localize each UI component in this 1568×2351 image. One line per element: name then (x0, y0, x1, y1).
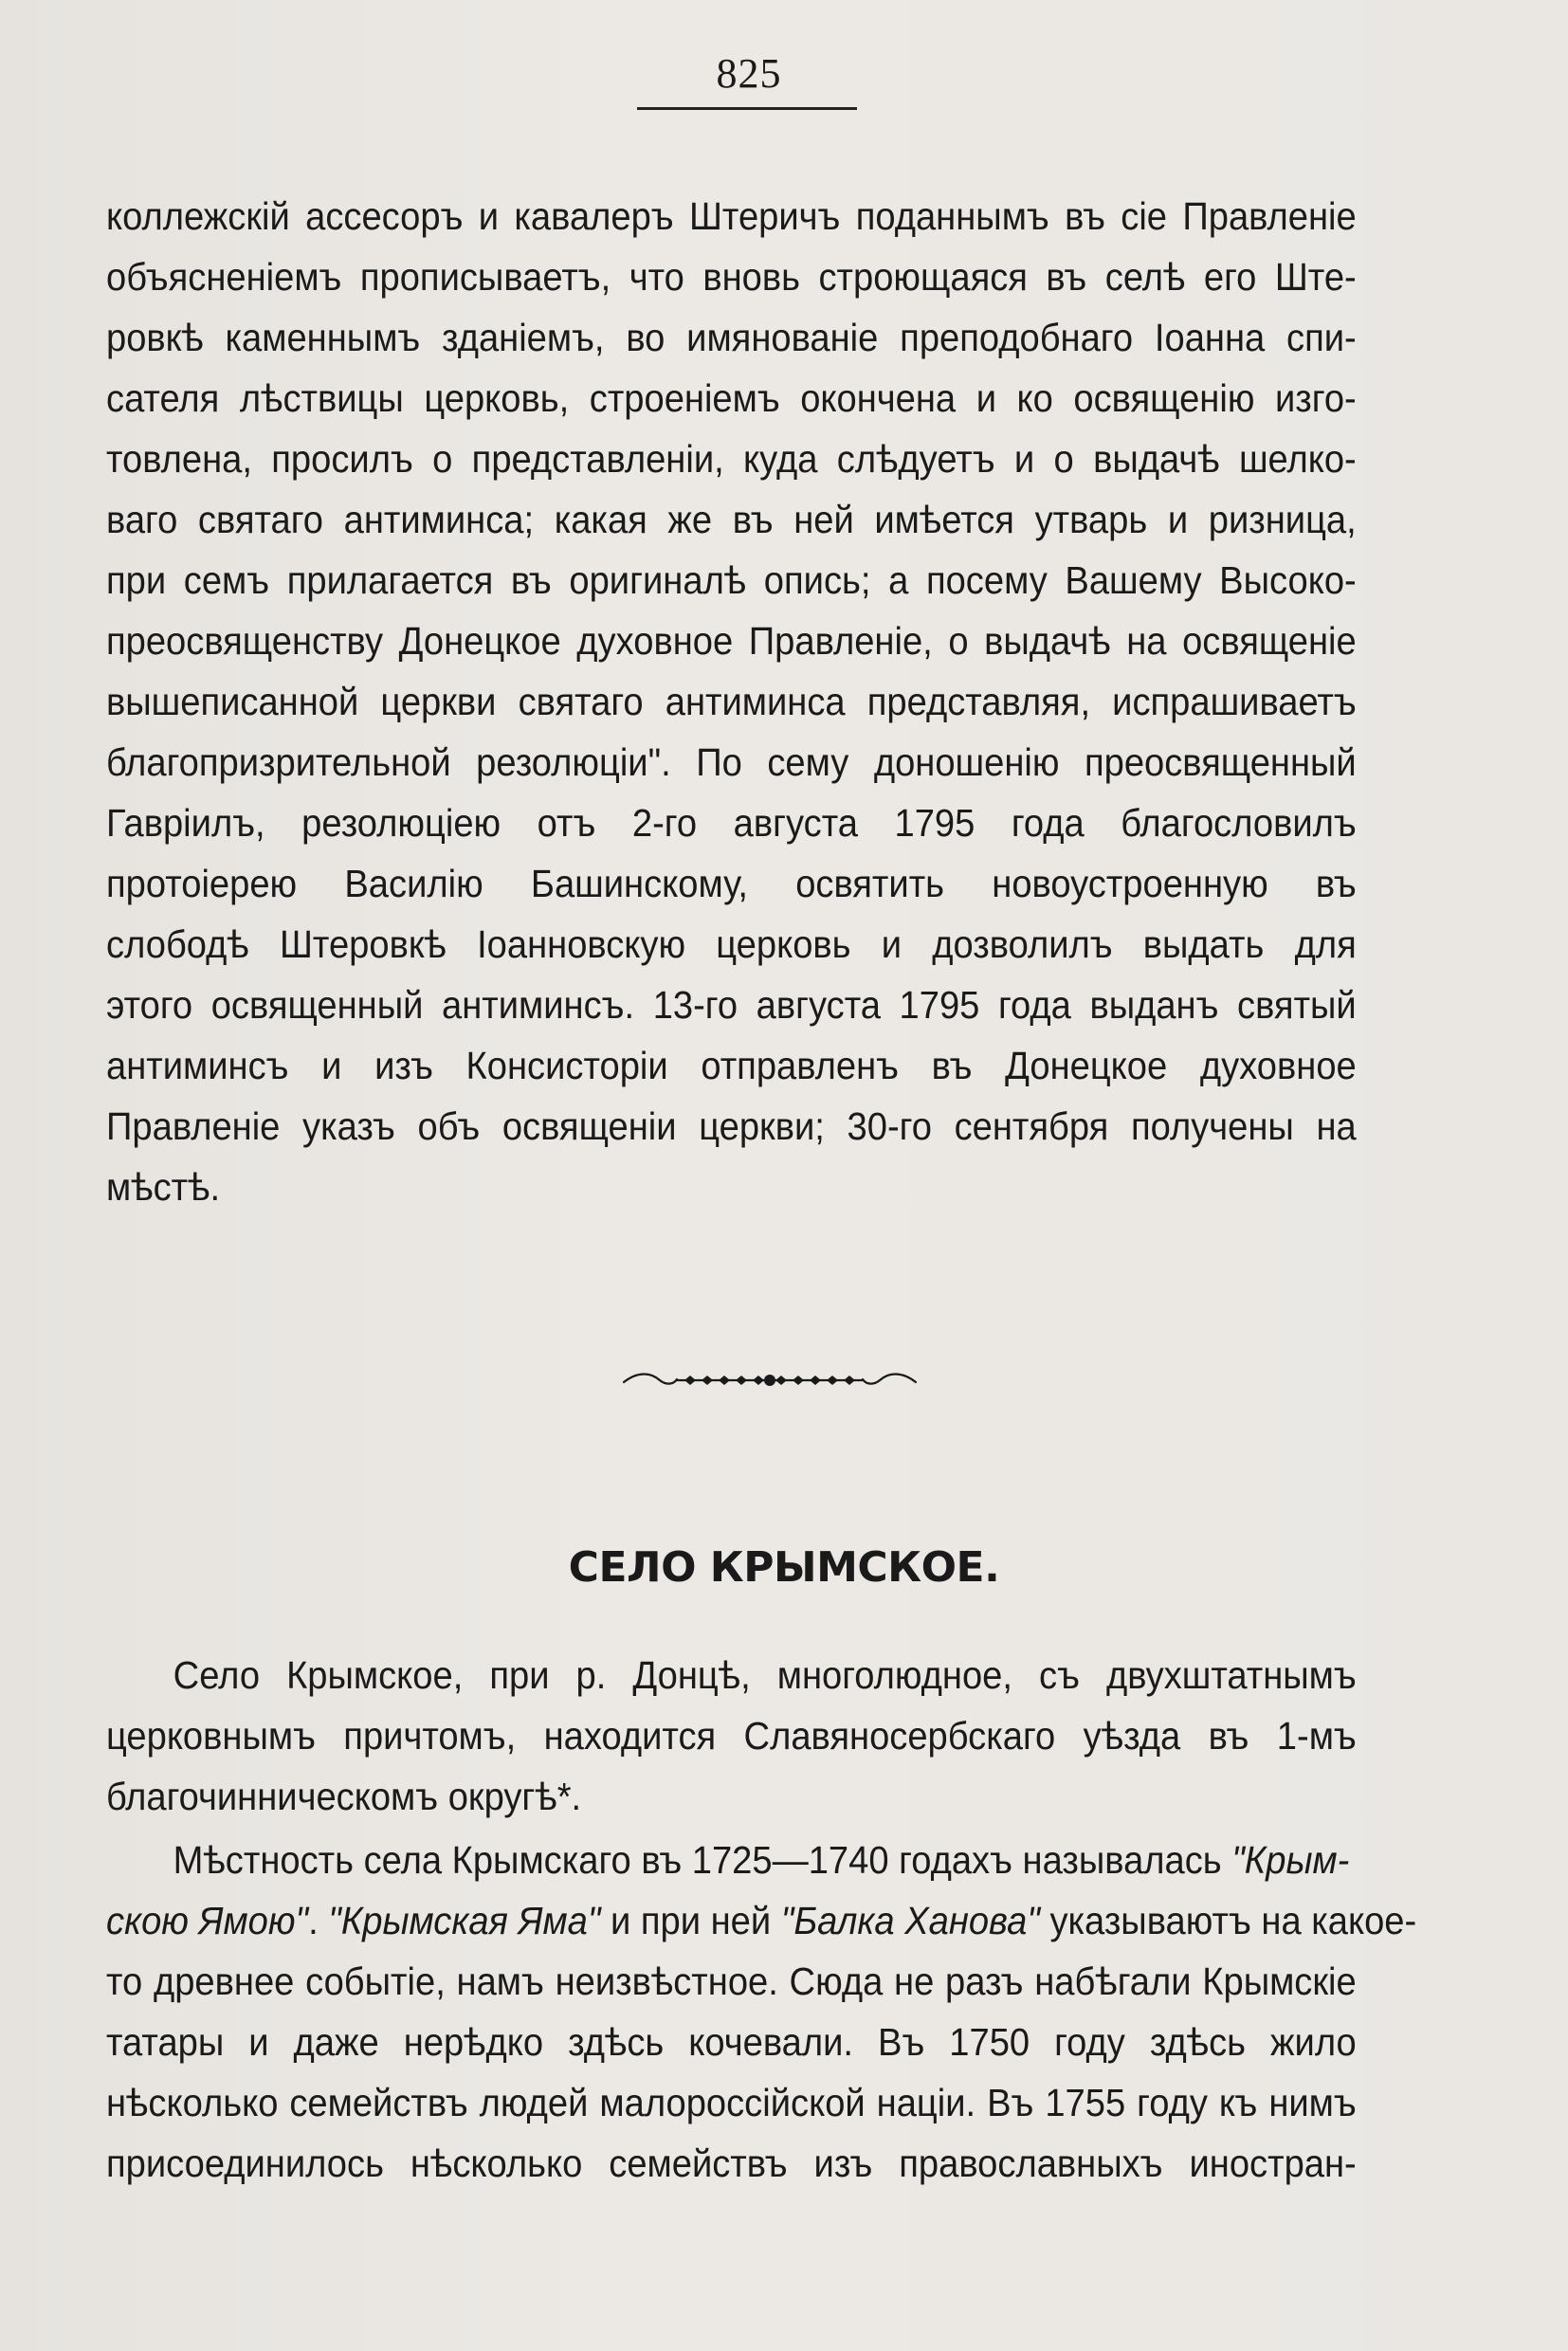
italic-toponym: "Балка Ханова" (780, 1899, 1040, 1942)
italic-toponym: "Крымская Яма" (328, 1899, 601, 1942)
text-line: этого освященный антиминсъ. 13-го августа 1795 года выданъ святый (106, 983, 1357, 1027)
text-line: слободѣ Штеровкѣ Іоанновскую церковь и дозволилъ выдать для (106, 922, 1357, 966)
text-line (106, 1830, 1357, 1890)
text-line-last: благочинническомъ округѣ*. (106, 1775, 582, 1818)
text-line: сателя лѣствицы церковь, строеніемъ окончена и ко освященію изго- (106, 376, 1357, 420)
text-line: товлена, просилъ о представленіи, куда слѣдуетъ и о выдачѣ шелко- (106, 437, 1357, 481)
text-line: нѣсколько семействъ людей малороссійской націи. Въ 1755 году къ нимъ (106, 2081, 1357, 2124)
text-line: Правленіе указъ объ освященіи церкви; 30-го сентября получены на (106, 1104, 1357, 1148)
text-span: Мѣстность села Крымскаго въ 1725—1740 годахъ называлась (173, 1838, 1232, 1882)
section-heading: СЕЛО КРЫМСКОЕ. (568, 1543, 1000, 1592)
paragraph-village-history (106, 1830, 1417, 2194)
text-line: Гавріилъ, резолюціею отъ 2-го августа 1795 года благословилъ (106, 801, 1357, 845)
section-divider-ornament (618, 1368, 921, 1393)
text-line-last: мѣстѣ. (106, 1165, 221, 1209)
text-line: коллежскій ассесоръ и кавалеръ Штеричъ поданнымъ въ сіе Правленіе (106, 194, 1357, 238)
text-line: преосвященству Донецкое духовное Правленіе, о выдачѣ на освященіе (106, 619, 1357, 663)
text-line: антиминсъ и изъ Консисторіи отправленъ въ Донецкое духовное (106, 1044, 1357, 1087)
text-line: татары и даже нерѣдко здѣсь кочевали. Въ 1750 году здѣсь жило (106, 2020, 1357, 2064)
text-line: то древнее событіе, намъ неизвѣстное. Сюда не разъ набѣгали Крымскіе (106, 1959, 1357, 2003)
text-span: . (308, 1899, 329, 1942)
italic-toponym: скою Ямою" (106, 1899, 309, 1942)
paragraph-antimins-consecration (106, 186, 1357, 1217)
text-line: церковнымъ причтомъ, находится Славяносербскаго уѣзда въ 1-мъ (106, 1714, 1357, 1758)
page-number-rule (637, 107, 857, 110)
text-line: вышеписанной церкви святаго антиминса представляя, испрашиваетъ (106, 680, 1357, 723)
paragraph-village-intro (106, 1645, 1357, 1827)
text-line: благопризрительной резолюціи". По сему доношенію преосвященный (106, 740, 1357, 784)
text-line: ваго святаго антиминса; какая же въ ней имѣется утварь и ризница, (106, 498, 1357, 541)
text-line: ровкѣ каменнымъ зданіемъ, во имянованіе преподобнаго Іоанна спи- (106, 316, 1357, 359)
text-line: объясненіемъ прописываетъ, что вновь строющаяся въ селѣ его Ште- (106, 255, 1357, 299)
text-span: указываютъ на какое- (1039, 1899, 1417, 1942)
text-line: протоіерею Василію Башинскому, освятить новоустроенную въ (106, 862, 1357, 905)
text-line: при семъ прилагается въ оригиналѣ опись; а посему Вашему Высоко- (106, 558, 1357, 602)
italic-toponym: "Крым- (1231, 1838, 1350, 1882)
text-line: присоединилось нѣсколько семействъ изъ православныхъ иностран- (106, 2141, 1357, 2185)
page-number: 825 (716, 50, 782, 97)
text-line (106, 1890, 1417, 1951)
text-line: Село Крымское, при р. Донцѣ, многолюдное, съ двухштатнымъ (173, 1653, 1357, 1697)
text-span: и при ней (600, 1899, 781, 1942)
